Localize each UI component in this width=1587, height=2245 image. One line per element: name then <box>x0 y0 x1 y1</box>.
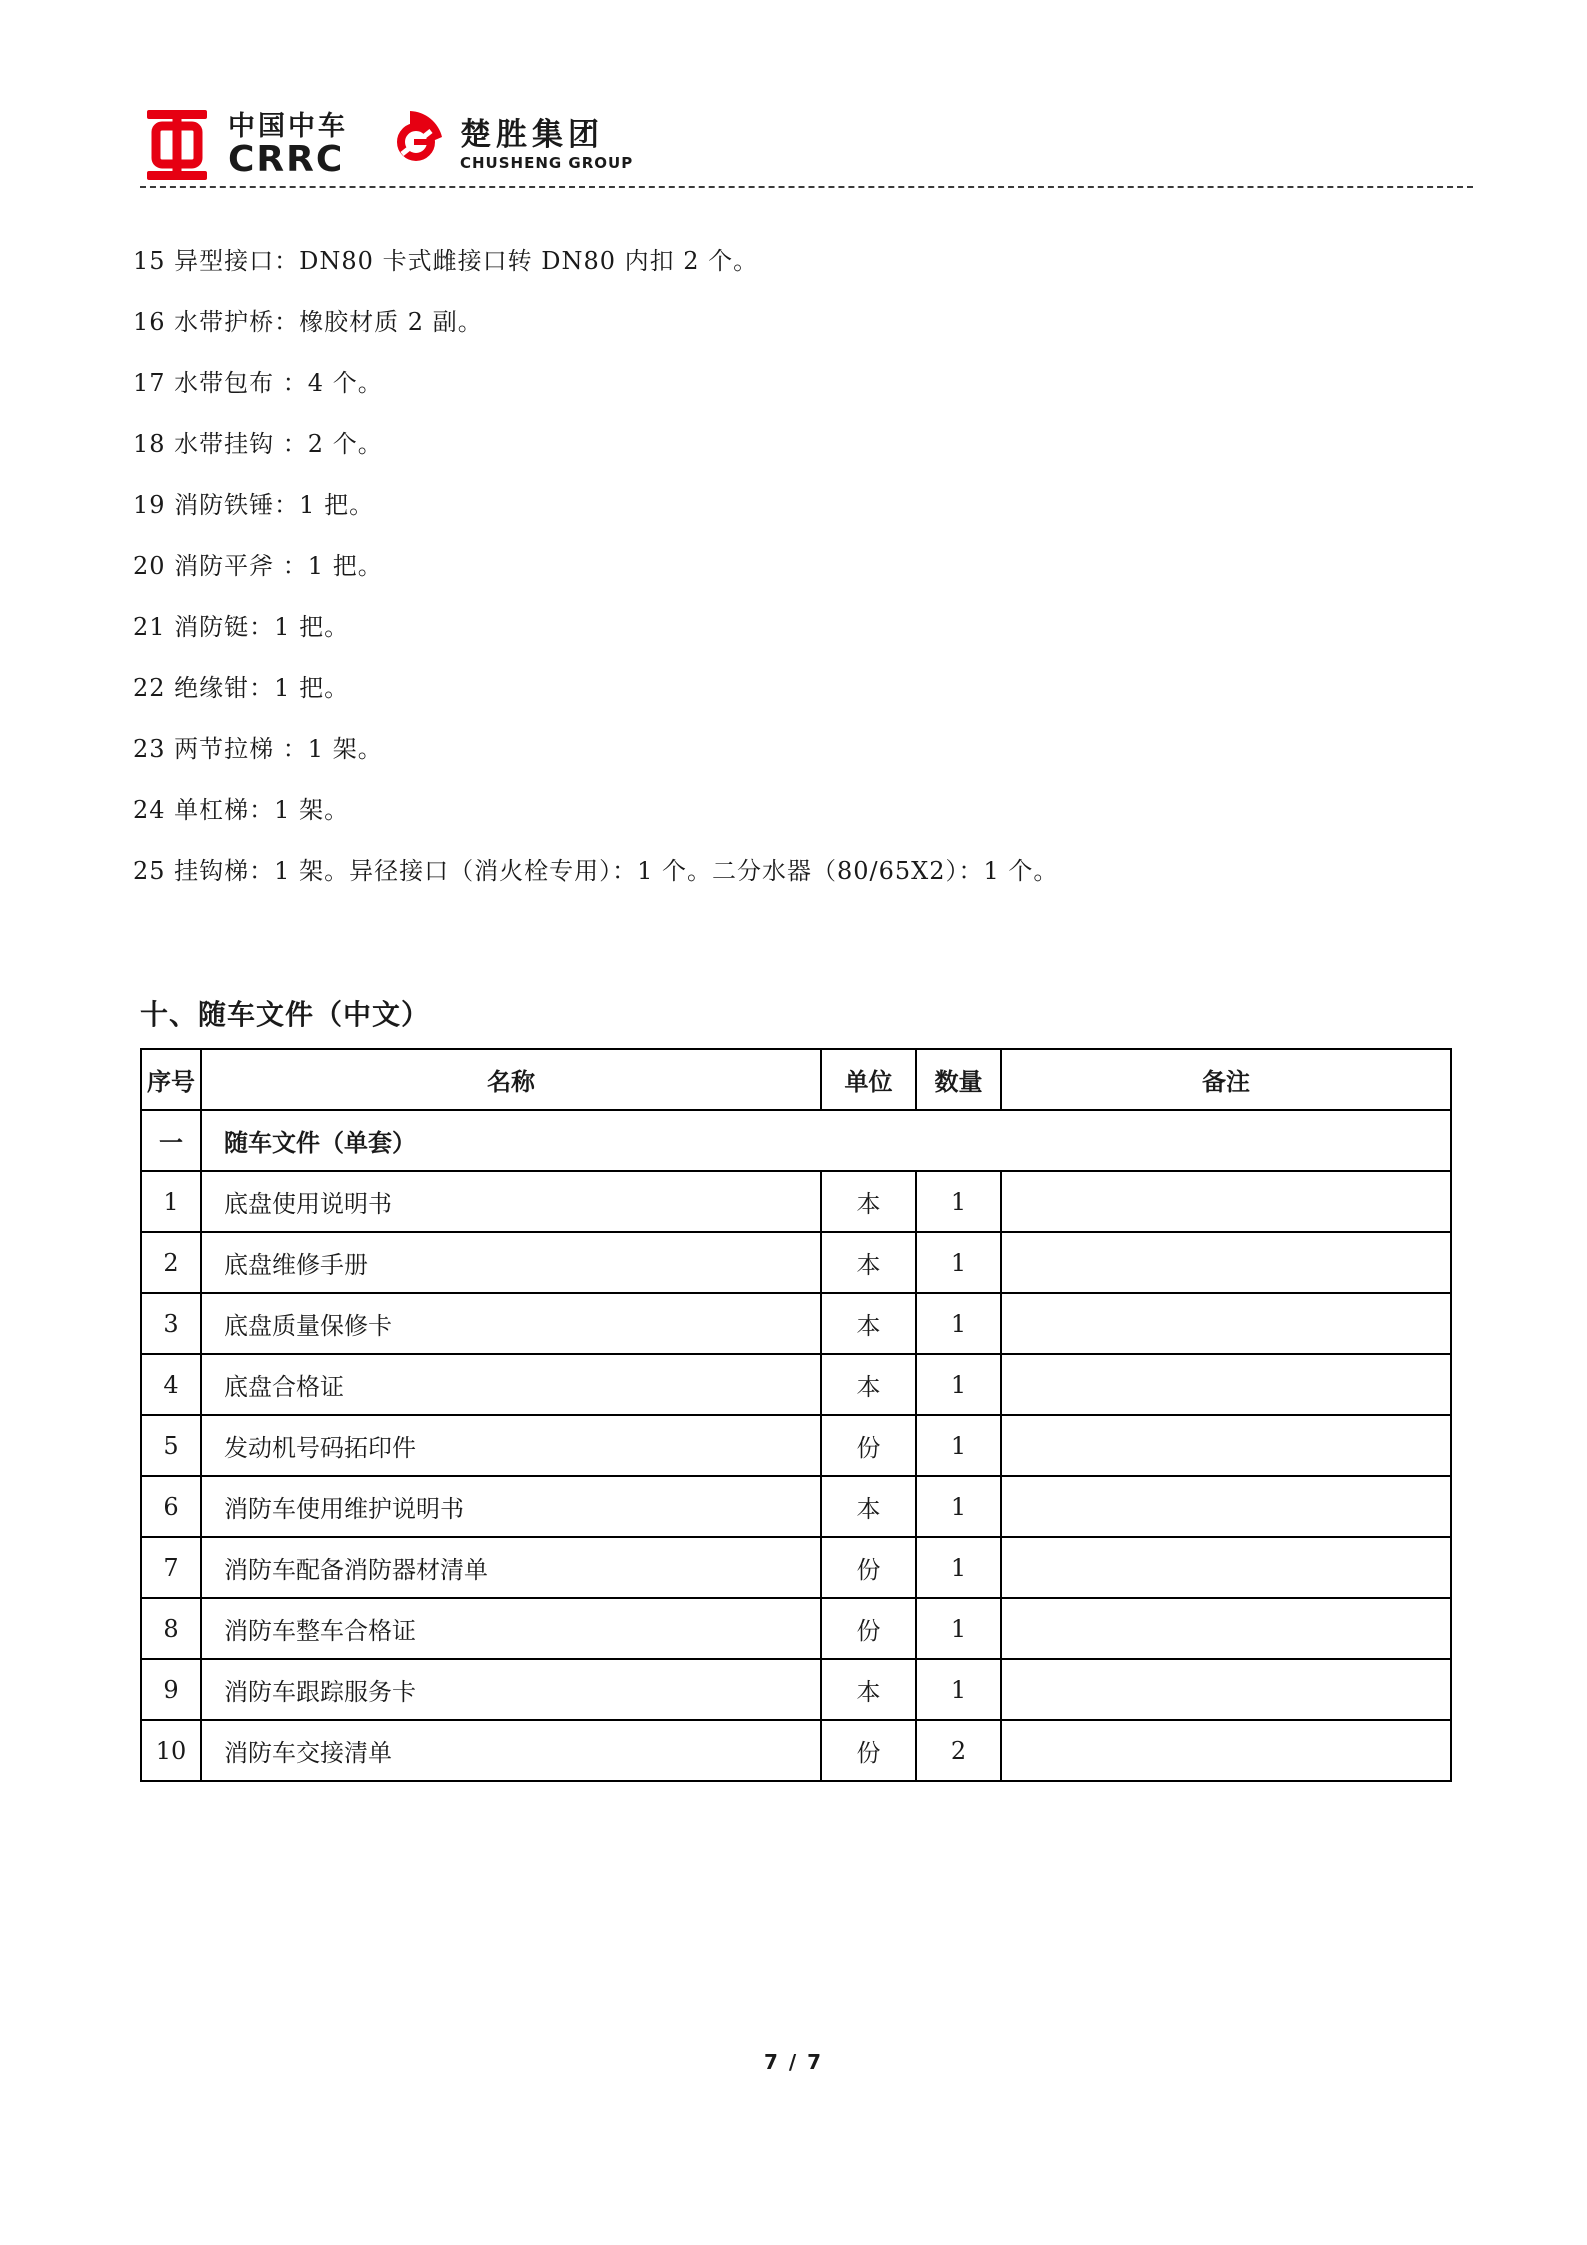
cell-note <box>1001 1720 1451 1781</box>
cell-name: 底盘使用说明书 <box>201 1171 821 1232</box>
col-header-name: 名称 <box>201 1049 821 1110</box>
equipment-list <box>133 228 1513 899</box>
spec-list-item: 23 两节拉梯 ：1 架。 <box>133 735 383 763</box>
spec-list-item: 19 消防铁锤：1 把。 <box>133 491 375 519</box>
cell-seq: 8 <box>141 1598 201 1659</box>
cell-note <box>1001 1537 1451 1598</box>
cell-unit: 本 <box>821 1476 916 1537</box>
chusheng-logo <box>374 109 633 181</box>
table-row <box>141 1415 1451 1476</box>
col-header-unit: 单位 <box>821 1049 916 1110</box>
spec-list-item: 25 挂钩梯：1 架。异径接口（消火栓专用）：1 个。二分水器（80/65X2）：1 个。 <box>133 857 1059 885</box>
cell-qty: 1 <box>916 1476 1001 1537</box>
spec-list-item: 16 水带护桥：橡胶材质 2 副。 <box>133 308 483 336</box>
cell-qty: 1 <box>916 1537 1001 1598</box>
cell-note <box>1001 1659 1451 1720</box>
cell-name: 消防车配备消防器材清单 <box>201 1537 821 1598</box>
col-header-qty: 数量 <box>916 1049 1001 1110</box>
section-title: 十、随车文件（中文） <box>140 998 431 1031</box>
table-row <box>141 1476 1451 1537</box>
cell-qty: 1 <box>916 1232 1001 1293</box>
cell-seq: 7 <box>141 1537 201 1598</box>
cell-name: 底盘合格证 <box>201 1354 821 1415</box>
chusheng-name-en: CHUSHENG GROUP <box>460 153 634 172</box>
cell-qty: 2 <box>916 1720 1001 1781</box>
spec-list-item: 24 单杠梯：1 架。 <box>133 796 350 824</box>
table-row <box>141 1354 1451 1415</box>
cell-note <box>1001 1171 1451 1232</box>
cell-name: 底盘维修手册 <box>201 1232 821 1293</box>
cell-name: 消防车整车合格证 <box>201 1598 821 1659</box>
page-footer <box>0 2050 1587 2074</box>
spec-list-item: 22 绝缘钳：1 把。 <box>133 674 350 702</box>
table-row <box>141 1537 1451 1598</box>
page-header <box>140 108 633 182</box>
cell-qty: 1 <box>916 1171 1001 1232</box>
cell-note <box>1001 1598 1451 1659</box>
cell-group-name: 随车文件（单套） <box>201 1110 1451 1171</box>
cell-qty: 1 <box>916 1293 1001 1354</box>
col-header-seq: 序号 <box>141 1049 201 1110</box>
spec-list-item: 21 消防铤：1 把。 <box>133 613 350 641</box>
cell-note <box>1001 1354 1451 1415</box>
cell-name: 发动机号码拓印件 <box>201 1415 821 1476</box>
documents-table <box>140 1048 1452 1782</box>
cell-seq: 10 <box>141 1720 201 1781</box>
table-row <box>141 1232 1451 1293</box>
crrc-emblem-icon <box>140 108 214 182</box>
table-group-row <box>141 1110 1451 1171</box>
chusheng-name-cn: 楚胜集团 <box>460 116 604 153</box>
crrc-logo <box>140 108 348 182</box>
crrc-wordmark <box>228 110 348 180</box>
spec-list-item: 17 水带包布 ：4 个。 <box>133 369 383 397</box>
cell-name: 消防车使用维护说明书 <box>201 1476 821 1537</box>
cell-qty: 1 <box>916 1415 1001 1476</box>
cell-seq: 1 <box>141 1171 201 1232</box>
cell-unit: 本 <box>821 1659 916 1720</box>
cell-qty: 1 <box>916 1659 1001 1720</box>
cell-unit: 本 <box>821 1232 916 1293</box>
chusheng-wordmark <box>460 116 634 172</box>
cell-qty: 1 <box>916 1598 1001 1659</box>
cell-seq: 3 <box>141 1293 201 1354</box>
cell-seq: 一 <box>141 1110 201 1171</box>
cell-unit: 份 <box>821 1598 916 1659</box>
page-number: 7 / 7 <box>763 2050 824 2074</box>
table-row <box>141 1598 1451 1659</box>
spec-list-item: 20 消防平斧 ：1 把。 <box>133 552 383 580</box>
cell-seq: 6 <box>141 1476 201 1537</box>
cell-name: 消防车跟踪服务卡 <box>201 1659 821 1720</box>
cell-qty: 1 <box>916 1354 1001 1415</box>
cell-note <box>1001 1293 1451 1354</box>
cell-name: 底盘质量保修卡 <box>201 1293 821 1354</box>
cell-seq: 9 <box>141 1659 201 1720</box>
spec-list-item: 15 异型接口：DN80 卡式雌接口转 DN80 内扣 2 个。 <box>133 247 759 275</box>
cell-note <box>1001 1476 1451 1537</box>
crrc-name-cn: 中国中车 <box>228 110 348 142</box>
documents-table-body <box>141 1110 1451 1781</box>
cell-unit: 本 <box>821 1171 916 1232</box>
cell-seq: 2 <box>141 1232 201 1293</box>
crrc-name-en: CRRC <box>228 138 345 180</box>
col-header-note: 备注 <box>1001 1049 1451 1110</box>
chusheng-emblem-icon <box>374 109 446 181</box>
cell-unit: 本 <box>821 1354 916 1415</box>
table-header-row <box>141 1049 1451 1110</box>
cell-unit: 份 <box>821 1537 916 1598</box>
cell-seq: 4 <box>141 1354 201 1415</box>
cell-unit: 本 <box>821 1293 916 1354</box>
cell-unit: 份 <box>821 1720 916 1781</box>
cell-name: 消防车交接清单 <box>201 1720 821 1781</box>
table-row <box>141 1293 1451 1354</box>
spec-list-item: 18 水带挂钩 ：2 个。 <box>133 430 383 458</box>
table-row <box>141 1659 1451 1720</box>
header-divider <box>140 186 1473 188</box>
cell-note <box>1001 1232 1451 1293</box>
cell-unit: 份 <box>821 1415 916 1476</box>
cell-seq: 5 <box>141 1415 201 1476</box>
cell-note <box>1001 1415 1451 1476</box>
table-row <box>141 1720 1451 1781</box>
table-row <box>141 1171 1451 1232</box>
